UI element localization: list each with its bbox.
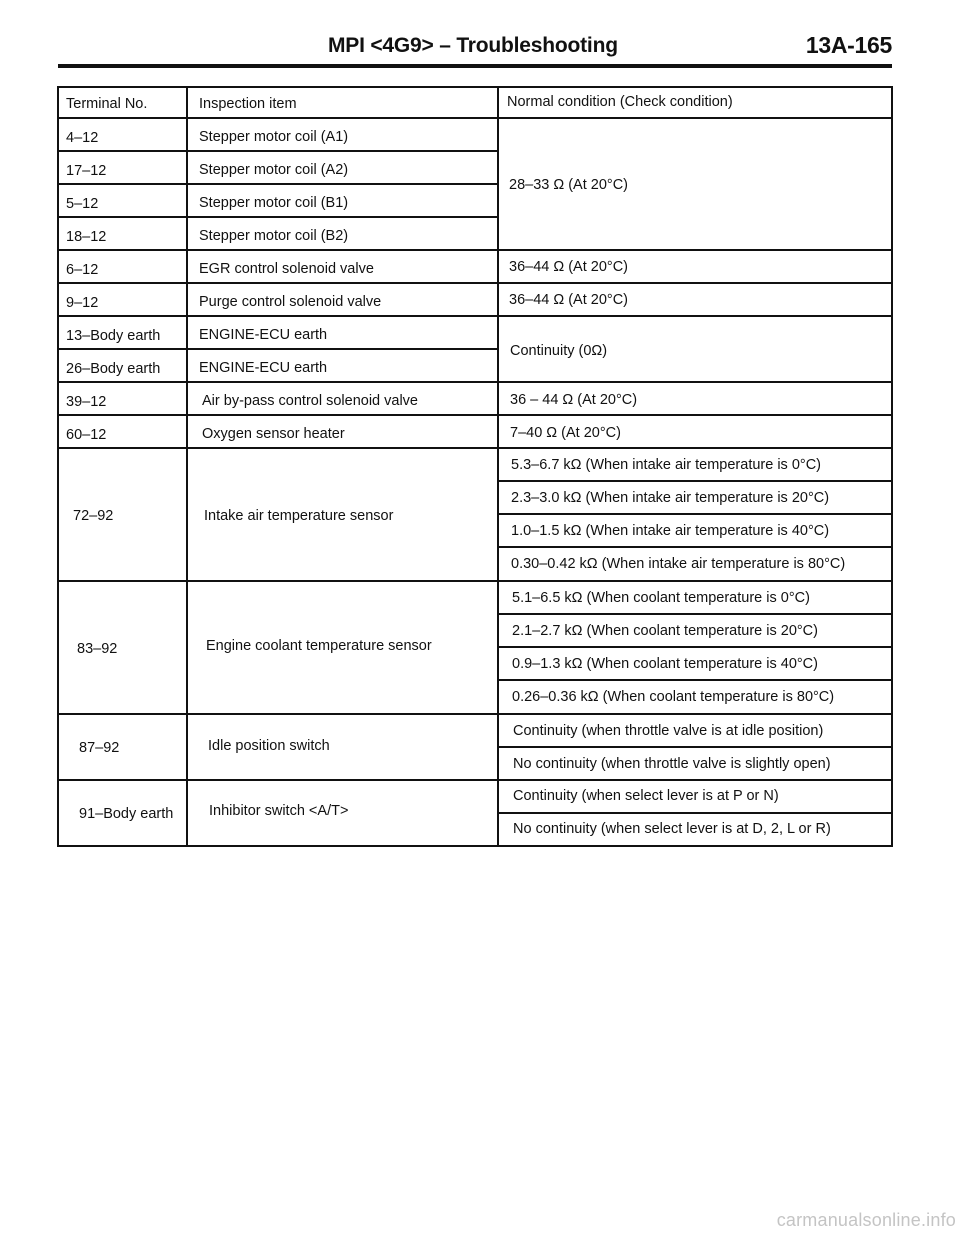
terminal-cell: 60–12 bbox=[66, 427, 107, 443]
column-header-normal-condition: Normal condition (Check condition) bbox=[507, 94, 733, 110]
row-divider bbox=[59, 447, 891, 449]
row-divider bbox=[59, 713, 891, 715]
header-rule bbox=[58, 64, 892, 68]
terminal-cell: 26–Body earth bbox=[66, 361, 161, 377]
inspection-item-cell: ENGINE-ECU earth bbox=[199, 360, 328, 376]
inspection-item-cell: Stepper motor coil (B1) bbox=[199, 195, 349, 211]
inspection-item-cell: EGR control solenoid valve bbox=[199, 261, 374, 277]
row-divider bbox=[497, 679, 891, 681]
terminal-cell: 91–Body earth bbox=[79, 806, 174, 822]
terminal-cell: 5–12 bbox=[66, 196, 99, 212]
condition-cell: 36 – 44 Ω (At 20°C) bbox=[510, 392, 638, 408]
condition-cell: Continuity (when throttle valve is at idle position) bbox=[513, 723, 824, 739]
row-divider bbox=[59, 183, 498, 185]
row-divider bbox=[59, 249, 891, 251]
inspection-item-cell: Inhibitor switch <A/T> bbox=[209, 803, 349, 819]
condition-cell: No continuity (when throttle valve is slightly open) bbox=[513, 756, 831, 772]
condition-cell: 0.26–0.36 kΩ (When coolant temperature is 80°C) bbox=[512, 689, 835, 705]
terminal-cell: 6–12 bbox=[66, 262, 99, 278]
terminal-cell: 87–92 bbox=[79, 740, 120, 756]
condition-cell: 0.30–0.42 kΩ (When intake air temperature is 80°C) bbox=[511, 556, 846, 572]
condition-cell: 0.9–1.3 kΩ (When coolant temperature is 40°C) bbox=[512, 656, 818, 672]
inspection-item-cell: Purge control solenoid valve bbox=[199, 294, 382, 310]
page-title: MPI <4G9> – Troubleshooting bbox=[328, 34, 618, 57]
condition-cell: 7–40 Ω (At 20°C) bbox=[510, 425, 621, 441]
inspection-item-cell: Intake air temperature sensor bbox=[204, 508, 394, 524]
row-divider bbox=[59, 779, 891, 781]
condition-cell: 28–33 Ω (At 20°C) bbox=[509, 177, 629, 193]
site-watermark: carmanualsonline.info bbox=[776, 1210, 956, 1230]
terminal-cell: 4–12 bbox=[66, 130, 99, 146]
terminal-cell: 13–Body earth bbox=[66, 328, 161, 344]
row-divider bbox=[59, 414, 891, 416]
row-divider bbox=[59, 117, 891, 119]
column-header-inspection-item: Inspection item bbox=[199, 96, 297, 112]
column-divider bbox=[497, 88, 499, 845]
row-divider bbox=[497, 546, 891, 548]
row-divider bbox=[59, 150, 498, 152]
row-divider bbox=[497, 646, 891, 648]
terminal-cell: 9–12 bbox=[66, 295, 99, 311]
condition-cell: 5.3–6.7 kΩ (When intake air temperature is 0°C) bbox=[511, 457, 821, 473]
row-divider bbox=[497, 812, 891, 814]
inspection-item-cell: Oxygen sensor heater bbox=[202, 426, 345, 442]
row-divider bbox=[497, 480, 891, 482]
inspection-item-cell: ENGINE-ECU earth bbox=[199, 327, 328, 343]
condition-cell: No continuity (when select lever is at D, 2, L or R) bbox=[513, 821, 831, 837]
row-divider bbox=[59, 315, 891, 317]
inspection-item-cell: Stepper motor coil (B2) bbox=[199, 228, 349, 244]
row-divider bbox=[59, 348, 498, 350]
inspection-item-cell: Engine coolant temperature sensor bbox=[206, 638, 432, 654]
inspection-table bbox=[57, 86, 893, 847]
page-number: 13A-165 bbox=[805, 32, 892, 58]
terminal-cell: 72–92 bbox=[73, 508, 114, 524]
condition-cell: 36–44 Ω (At 20°C) bbox=[509, 292, 629, 308]
column-divider bbox=[186, 88, 188, 845]
inspection-item-cell: Air by-pass control solenoid valve bbox=[202, 393, 418, 409]
row-divider bbox=[497, 746, 891, 748]
condition-cell: 5.1–6.5 kΩ (When coolant temperature is 0°C) bbox=[512, 590, 810, 606]
inspection-item-cell: Idle position switch bbox=[208, 738, 330, 754]
condition-cell: Continuity (when select lever is at P or N) bbox=[513, 788, 779, 804]
terminal-cell: 18–12 bbox=[66, 229, 107, 245]
condition-cell: 36–44 Ω (At 20°C) bbox=[509, 259, 629, 275]
row-divider bbox=[59, 216, 498, 218]
condition-cell: Continuity (0Ω) bbox=[510, 343, 608, 359]
row-divider bbox=[497, 513, 891, 515]
row-divider bbox=[59, 381, 891, 383]
row-divider bbox=[59, 282, 891, 284]
terminal-cell: 39–12 bbox=[66, 394, 107, 410]
page-header bbox=[58, 30, 892, 66]
condition-cell: 2.1–2.7 kΩ (When coolant temperature is 20°C) bbox=[512, 623, 818, 639]
condition-cell: 1.0–1.5 kΩ (When intake air temperature is 40°C) bbox=[511, 523, 830, 539]
row-divider bbox=[497, 613, 891, 615]
row-divider bbox=[59, 580, 891, 582]
condition-cell: 2.3–3.0 kΩ (When intake air temperature is 20°C) bbox=[511, 490, 830, 506]
terminal-cell: 83–92 bbox=[77, 641, 118, 657]
column-header-terminal: Terminal No. bbox=[66, 96, 148, 112]
inspection-item-cell: Stepper motor coil (A1) bbox=[199, 129, 349, 145]
inspection-item-cell: Stepper motor coil (A2) bbox=[199, 162, 349, 178]
terminal-cell: 17–12 bbox=[66, 163, 107, 179]
